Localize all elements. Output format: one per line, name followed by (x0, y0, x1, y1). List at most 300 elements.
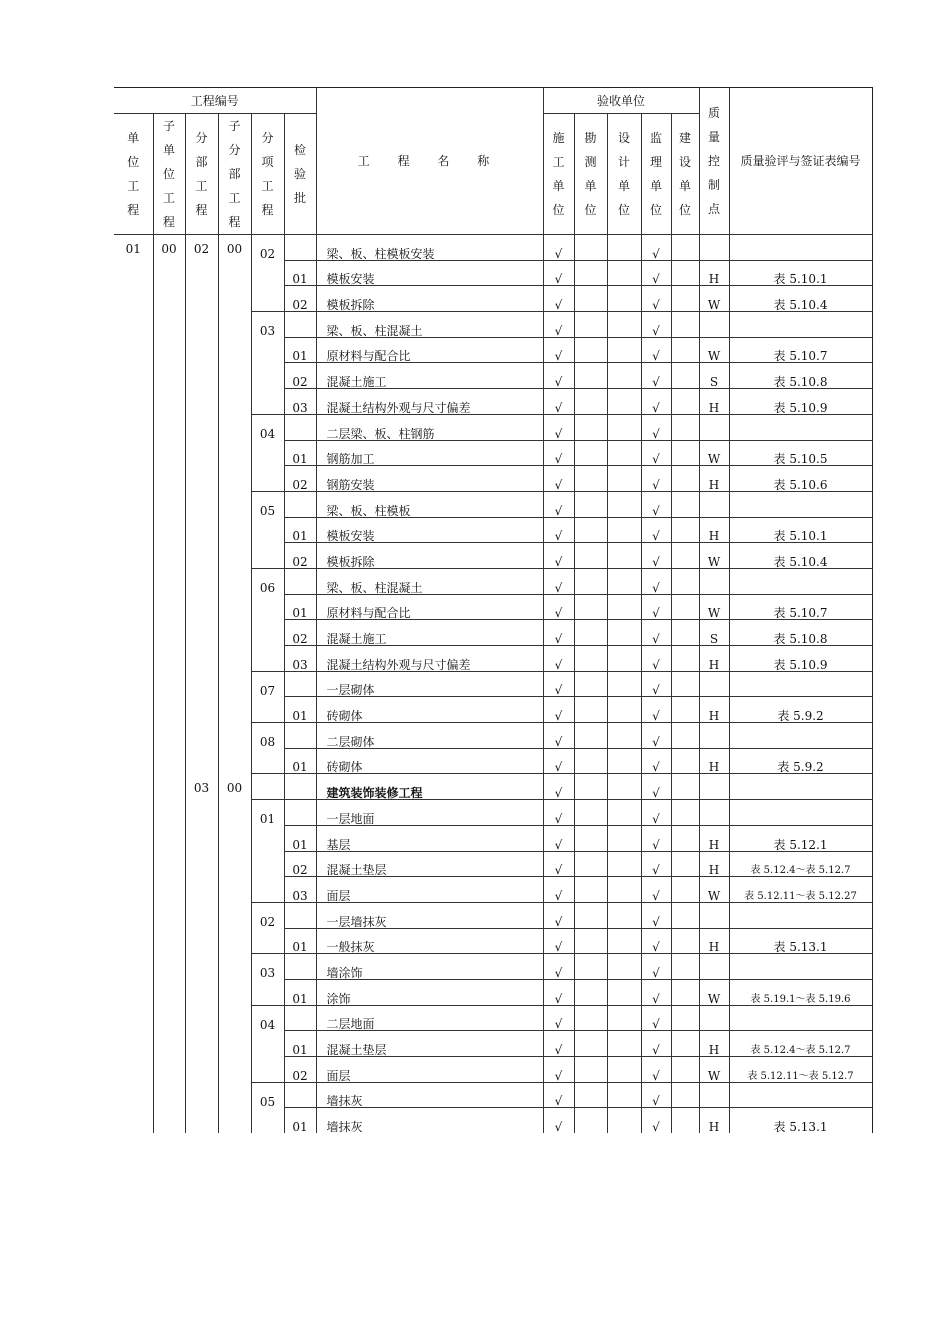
qc-point: W (699, 543, 729, 569)
check-supervise: √ (641, 902, 671, 928)
qc-point: H (699, 851, 729, 877)
qc-point: W (699, 594, 729, 620)
qc-point (699, 414, 729, 440)
check-supervise: √ (641, 954, 671, 980)
check-design (607, 620, 641, 646)
check-survey (574, 1108, 607, 1133)
check-build (671, 825, 699, 851)
check-construct: √ (543, 671, 574, 697)
table-row (114, 235, 872, 261)
check-construct: √ (543, 594, 574, 620)
check-survey (574, 979, 607, 1005)
qc-point (699, 1082, 729, 1108)
check-build (671, 979, 699, 1005)
check-supervise: √ (641, 825, 671, 851)
header-survey: 勘测单位 (574, 114, 607, 235)
check-design (607, 1031, 641, 1057)
check-survey (574, 414, 607, 440)
project-name: 梁、板、柱模板 (316, 491, 543, 517)
check-supervise: √ (641, 260, 671, 286)
form-ref: 表 5.12.4～表 5.12.7 (729, 851, 872, 877)
project-name: 墙抹灰 (316, 1082, 543, 1108)
check-construct: √ (543, 363, 574, 389)
project-name: 梁、板、柱模板安装 (316, 235, 543, 261)
check-survey (574, 697, 607, 723)
project-name: 一层墙抹灰 (316, 902, 543, 928)
form-ref (729, 235, 872, 261)
lot-code: 01 (284, 517, 316, 543)
check-survey (574, 954, 607, 980)
check-survey (574, 877, 607, 903)
qc-point (699, 312, 729, 338)
check-survey (574, 594, 607, 620)
check-construct: √ (543, 1057, 574, 1083)
header-form: 质量验评与签证表编号 (729, 88, 872, 235)
check-survey (574, 902, 607, 928)
check-build (671, 1108, 699, 1133)
project-name: 梁、板、柱混凝土 (316, 312, 543, 338)
check-survey (574, 312, 607, 338)
lot-code (284, 568, 316, 594)
check-survey (574, 235, 607, 261)
check-design (607, 568, 641, 594)
header-lot: 检验批 (284, 114, 316, 235)
check-supervise: √ (641, 543, 671, 569)
lot-code (284, 774, 316, 800)
qc-point (699, 723, 729, 749)
lot-code (284, 235, 316, 261)
check-supervise: √ (641, 389, 671, 415)
qc-point: H (699, 748, 729, 774)
check-construct: √ (543, 389, 574, 415)
project-name: 钢筋安装 (316, 466, 543, 492)
project-name: 混凝土结构外观与尺寸偏差 (316, 389, 543, 415)
form-ref: 表 5.10.6 (729, 466, 872, 492)
item-code (251, 825, 284, 851)
check-build (671, 260, 699, 286)
check-supervise: √ (641, 800, 671, 826)
lot-code: 01 (284, 825, 316, 851)
check-supervise: √ (641, 286, 671, 312)
lot-code: 02 (284, 1057, 316, 1083)
lot-code: 02 (284, 851, 316, 877)
check-construct: √ (543, 979, 574, 1005)
project-name: 一层砌体 (316, 671, 543, 697)
check-supervise: √ (641, 1005, 671, 1031)
form-ref: 表 5.12.1 (729, 825, 872, 851)
check-construct: √ (543, 466, 574, 492)
project-name: 原材料与配合比 (316, 337, 543, 363)
form-ref: 表 5.10.4 (729, 543, 872, 569)
project-name: 模板拆除 (316, 543, 543, 569)
check-design (607, 517, 641, 543)
check-design (607, 543, 641, 569)
header-qc: 质量控制点 (699, 88, 729, 235)
check-build (671, 620, 699, 646)
check-build (671, 1082, 699, 1108)
form-ref (729, 1082, 872, 1108)
check-construct: √ (543, 774, 574, 800)
lot-code: 03 (284, 646, 316, 672)
project-name: 一般抹灰 (316, 928, 543, 954)
check-design (607, 954, 641, 980)
check-build (671, 1031, 699, 1057)
check-supervise: √ (641, 697, 671, 723)
item-code: 04 (251, 414, 284, 440)
form-ref: 表 5.12.4～表 5.12.7 (729, 1031, 872, 1057)
form-ref: 表 5.10.8 (729, 363, 872, 389)
lot-code: 02 (284, 466, 316, 492)
check-survey (574, 286, 607, 312)
check-supervise: √ (641, 851, 671, 877)
project-name: 墙抹灰 (316, 1108, 543, 1133)
qc-point: H (699, 466, 729, 492)
check-construct: √ (543, 902, 574, 928)
check-design (607, 1005, 641, 1031)
form-ref (729, 954, 872, 980)
check-design (607, 800, 641, 826)
form-ref (729, 774, 872, 800)
item-code: 02 (251, 235, 284, 261)
check-construct: √ (543, 235, 574, 261)
project-name: 砖砌体 (316, 748, 543, 774)
project-name: 模板安装 (316, 517, 543, 543)
project-name: 建筑装饰装修工程 (316, 774, 543, 800)
item-code (251, 337, 284, 363)
project-name: 基层 (316, 825, 543, 851)
check-supervise: √ (641, 1108, 671, 1133)
check-build (671, 594, 699, 620)
check-design (607, 928, 641, 954)
check-survey (574, 1031, 607, 1057)
header-construct: 施工单位 (543, 114, 574, 235)
check-design (607, 1108, 641, 1133)
qc-point (699, 1005, 729, 1031)
item-code (251, 363, 284, 389)
check-build (671, 312, 699, 338)
check-build (671, 928, 699, 954)
qc-point: H (699, 1031, 729, 1057)
item-code (251, 774, 284, 800)
qc-point (699, 800, 729, 826)
check-survey (574, 1057, 607, 1083)
check-design (607, 646, 641, 672)
check-construct: √ (543, 723, 574, 749)
check-construct: √ (543, 877, 574, 903)
project-name: 墙涂饰 (316, 954, 543, 980)
check-build (671, 286, 699, 312)
check-design (607, 671, 641, 697)
header-part: 分部工程 (185, 114, 218, 235)
qc-point: H (699, 697, 729, 723)
header-supervise: 监理单位 (641, 114, 671, 235)
project-name: 原材料与配合比 (316, 594, 543, 620)
unit-code: 01 (125, 242, 141, 256)
check-build (671, 517, 699, 543)
item-code (251, 286, 284, 312)
check-build (671, 466, 699, 492)
check-design (607, 902, 641, 928)
check-survey (574, 260, 607, 286)
qc-point: W (699, 440, 729, 466)
check-build (671, 568, 699, 594)
qc-point: S (699, 620, 729, 646)
project-name: 梁、板、柱混凝土 (316, 568, 543, 594)
check-construct: √ (543, 620, 574, 646)
check-survey (574, 491, 607, 517)
item-code (251, 697, 284, 723)
form-ref: 表 5.13.1 (729, 928, 872, 954)
check-design (607, 235, 641, 261)
item-code (251, 594, 284, 620)
item-code (251, 620, 284, 646)
check-design (607, 491, 641, 517)
form-ref: 表 5.10.7 (729, 594, 872, 620)
form-ref (729, 312, 872, 338)
item-code (251, 543, 284, 569)
check-construct: √ (543, 543, 574, 569)
item-code (251, 260, 284, 286)
lot-code: 01 (284, 748, 316, 774)
item-code: 08 (251, 723, 284, 749)
check-design (607, 748, 641, 774)
subpart-code: 00 (218, 235, 251, 774)
qc-point: H (699, 646, 729, 672)
check-survey (574, 671, 607, 697)
form-ref: 表 5.10.9 (729, 646, 872, 672)
lot-code: 01 (284, 928, 316, 954)
check-supervise: √ (641, 440, 671, 466)
check-build (671, 646, 699, 672)
table-header (114, 88, 872, 235)
form-ref: 表 5.12.11～表 5.12.27 (729, 877, 872, 903)
qc-point: H (699, 517, 729, 543)
check-supervise: √ (641, 466, 671, 492)
check-construct: √ (543, 1031, 574, 1057)
form-ref: 表 5.12.11～表 5.12.7 (729, 1057, 872, 1083)
check-supervise: √ (641, 517, 671, 543)
form-ref: 表 5.10.5 (729, 440, 872, 466)
qc-point: H (699, 389, 729, 415)
check-design (607, 979, 641, 1005)
check-build (671, 954, 699, 980)
project-name: 涂饰 (316, 979, 543, 1005)
lot-code (284, 491, 316, 517)
qc-point: H (699, 260, 729, 286)
item-code (251, 1031, 284, 1057)
check-build (671, 389, 699, 415)
subpart-code: 00 (218, 774, 251, 1133)
check-construct: √ (543, 1108, 574, 1133)
check-survey (574, 1005, 607, 1031)
check-build (671, 440, 699, 466)
qc-point: W (699, 979, 729, 1005)
lot-code: 02 (284, 543, 316, 569)
check-construct: √ (543, 825, 574, 851)
check-build (671, 697, 699, 723)
check-construct: √ (543, 1082, 574, 1108)
check-design (607, 594, 641, 620)
check-build (671, 723, 699, 749)
form-ref: 表 5.13.1 (729, 1108, 872, 1133)
lot-code (284, 414, 316, 440)
check-design (607, 877, 641, 903)
check-construct: √ (543, 491, 574, 517)
item-code: 06 (251, 568, 284, 594)
header-unit: 单位工程 (114, 114, 153, 235)
check-build (671, 800, 699, 826)
check-survey (574, 800, 607, 826)
check-supervise: √ (641, 568, 671, 594)
check-survey (574, 517, 607, 543)
lot-code: 02 (284, 620, 316, 646)
check-design (607, 466, 641, 492)
subunit-code: 00 (153, 235, 185, 1134)
project-name: 钢筋加工 (316, 440, 543, 466)
form-ref: 表 5.9.2 (729, 697, 872, 723)
check-build (671, 902, 699, 928)
project-name: 一层地面 (316, 800, 543, 826)
check-survey (574, 825, 607, 851)
check-construct: √ (543, 954, 574, 980)
check-design (607, 440, 641, 466)
lot-code: 02 (284, 363, 316, 389)
qc-point: H (699, 1108, 729, 1133)
check-construct: √ (543, 928, 574, 954)
item-code (251, 928, 284, 954)
lot-code: 01 (284, 1108, 316, 1133)
check-construct: √ (543, 286, 574, 312)
check-construct: √ (543, 800, 574, 826)
item-code (251, 877, 284, 903)
lot-code: 01 (284, 337, 316, 363)
header-name: 工 程 名 称 (316, 88, 543, 235)
item-code (251, 1057, 284, 1083)
item-code (251, 466, 284, 492)
form-ref (729, 902, 872, 928)
part-code: 03 (185, 774, 218, 1133)
header-design: 设计单位 (607, 114, 641, 235)
lot-code (284, 800, 316, 826)
item-code: 04 (251, 1005, 284, 1031)
check-build (671, 337, 699, 363)
form-ref (729, 671, 872, 697)
item-code (251, 851, 284, 877)
form-ref (729, 723, 872, 749)
item-code: 01 (251, 800, 284, 826)
qc-point: W (699, 286, 729, 312)
check-survey (574, 1082, 607, 1108)
check-supervise: √ (641, 620, 671, 646)
check-design (607, 697, 641, 723)
check-construct: √ (543, 697, 574, 723)
check-design (607, 774, 641, 800)
check-design (607, 286, 641, 312)
check-survey (574, 748, 607, 774)
check-supervise: √ (641, 646, 671, 672)
check-construct: √ (543, 568, 574, 594)
check-supervise: √ (641, 1057, 671, 1083)
check-supervise: √ (641, 723, 671, 749)
qc-point (699, 902, 729, 928)
item-code (251, 748, 284, 774)
check-supervise: √ (641, 774, 671, 800)
lot-code: 01 (284, 440, 316, 466)
check-construct: √ (543, 337, 574, 363)
check-build (671, 774, 699, 800)
project-name: 混凝土施工 (316, 620, 543, 646)
lot-code: 01 (284, 979, 316, 1005)
check-supervise: √ (641, 979, 671, 1005)
form-ref: 表 5.10.4 (729, 286, 872, 312)
check-design (607, 260, 641, 286)
header-subpart: 子分部工程 (218, 114, 251, 235)
check-survey (574, 568, 607, 594)
check-supervise: √ (641, 671, 671, 697)
check-design (607, 723, 641, 749)
qc-point (699, 491, 729, 517)
qc-point (699, 568, 729, 594)
check-supervise: √ (641, 312, 671, 338)
form-ref (729, 1005, 872, 1031)
form-ref (729, 491, 872, 517)
lot-code: 03 (284, 877, 316, 903)
check-supervise: √ (641, 363, 671, 389)
check-build (671, 363, 699, 389)
qc-point (699, 235, 729, 261)
check-survey (574, 646, 607, 672)
check-supervise: √ (641, 235, 671, 261)
item-code (251, 517, 284, 543)
table-row (114, 774, 872, 800)
check-build (671, 543, 699, 569)
item-code: 02 (251, 902, 284, 928)
check-survey (574, 363, 607, 389)
check-design (607, 851, 641, 877)
check-build (671, 851, 699, 877)
item-code: 03 (251, 954, 284, 980)
table-body (114, 235, 872, 1134)
check-survey (574, 543, 607, 569)
project-name: 二层梁、板、柱钢筋 (316, 414, 543, 440)
check-design (607, 389, 641, 415)
check-supervise: √ (641, 594, 671, 620)
project-name: 混凝土施工 (316, 363, 543, 389)
check-supervise: √ (641, 414, 671, 440)
form-ref (729, 800, 872, 826)
check-survey (574, 928, 607, 954)
lot-code (284, 1005, 316, 1031)
item-code (251, 389, 284, 415)
check-design (607, 414, 641, 440)
project-name: 面层 (316, 877, 543, 903)
project-name: 混凝土垫层 (316, 1031, 543, 1057)
check-construct: √ (543, 646, 574, 672)
lot-code (284, 723, 316, 749)
check-construct: √ (543, 440, 574, 466)
item-code (251, 979, 284, 1005)
form-ref: 表 5.10.7 (729, 337, 872, 363)
lot-code: 01 (284, 697, 316, 723)
qc-point (699, 774, 729, 800)
form-ref: 表 5.10.1 (729, 517, 872, 543)
check-survey (574, 389, 607, 415)
item-code: 05 (251, 491, 284, 517)
project-name: 模板安装 (316, 260, 543, 286)
check-survey (574, 440, 607, 466)
check-survey (574, 851, 607, 877)
check-supervise: √ (641, 491, 671, 517)
